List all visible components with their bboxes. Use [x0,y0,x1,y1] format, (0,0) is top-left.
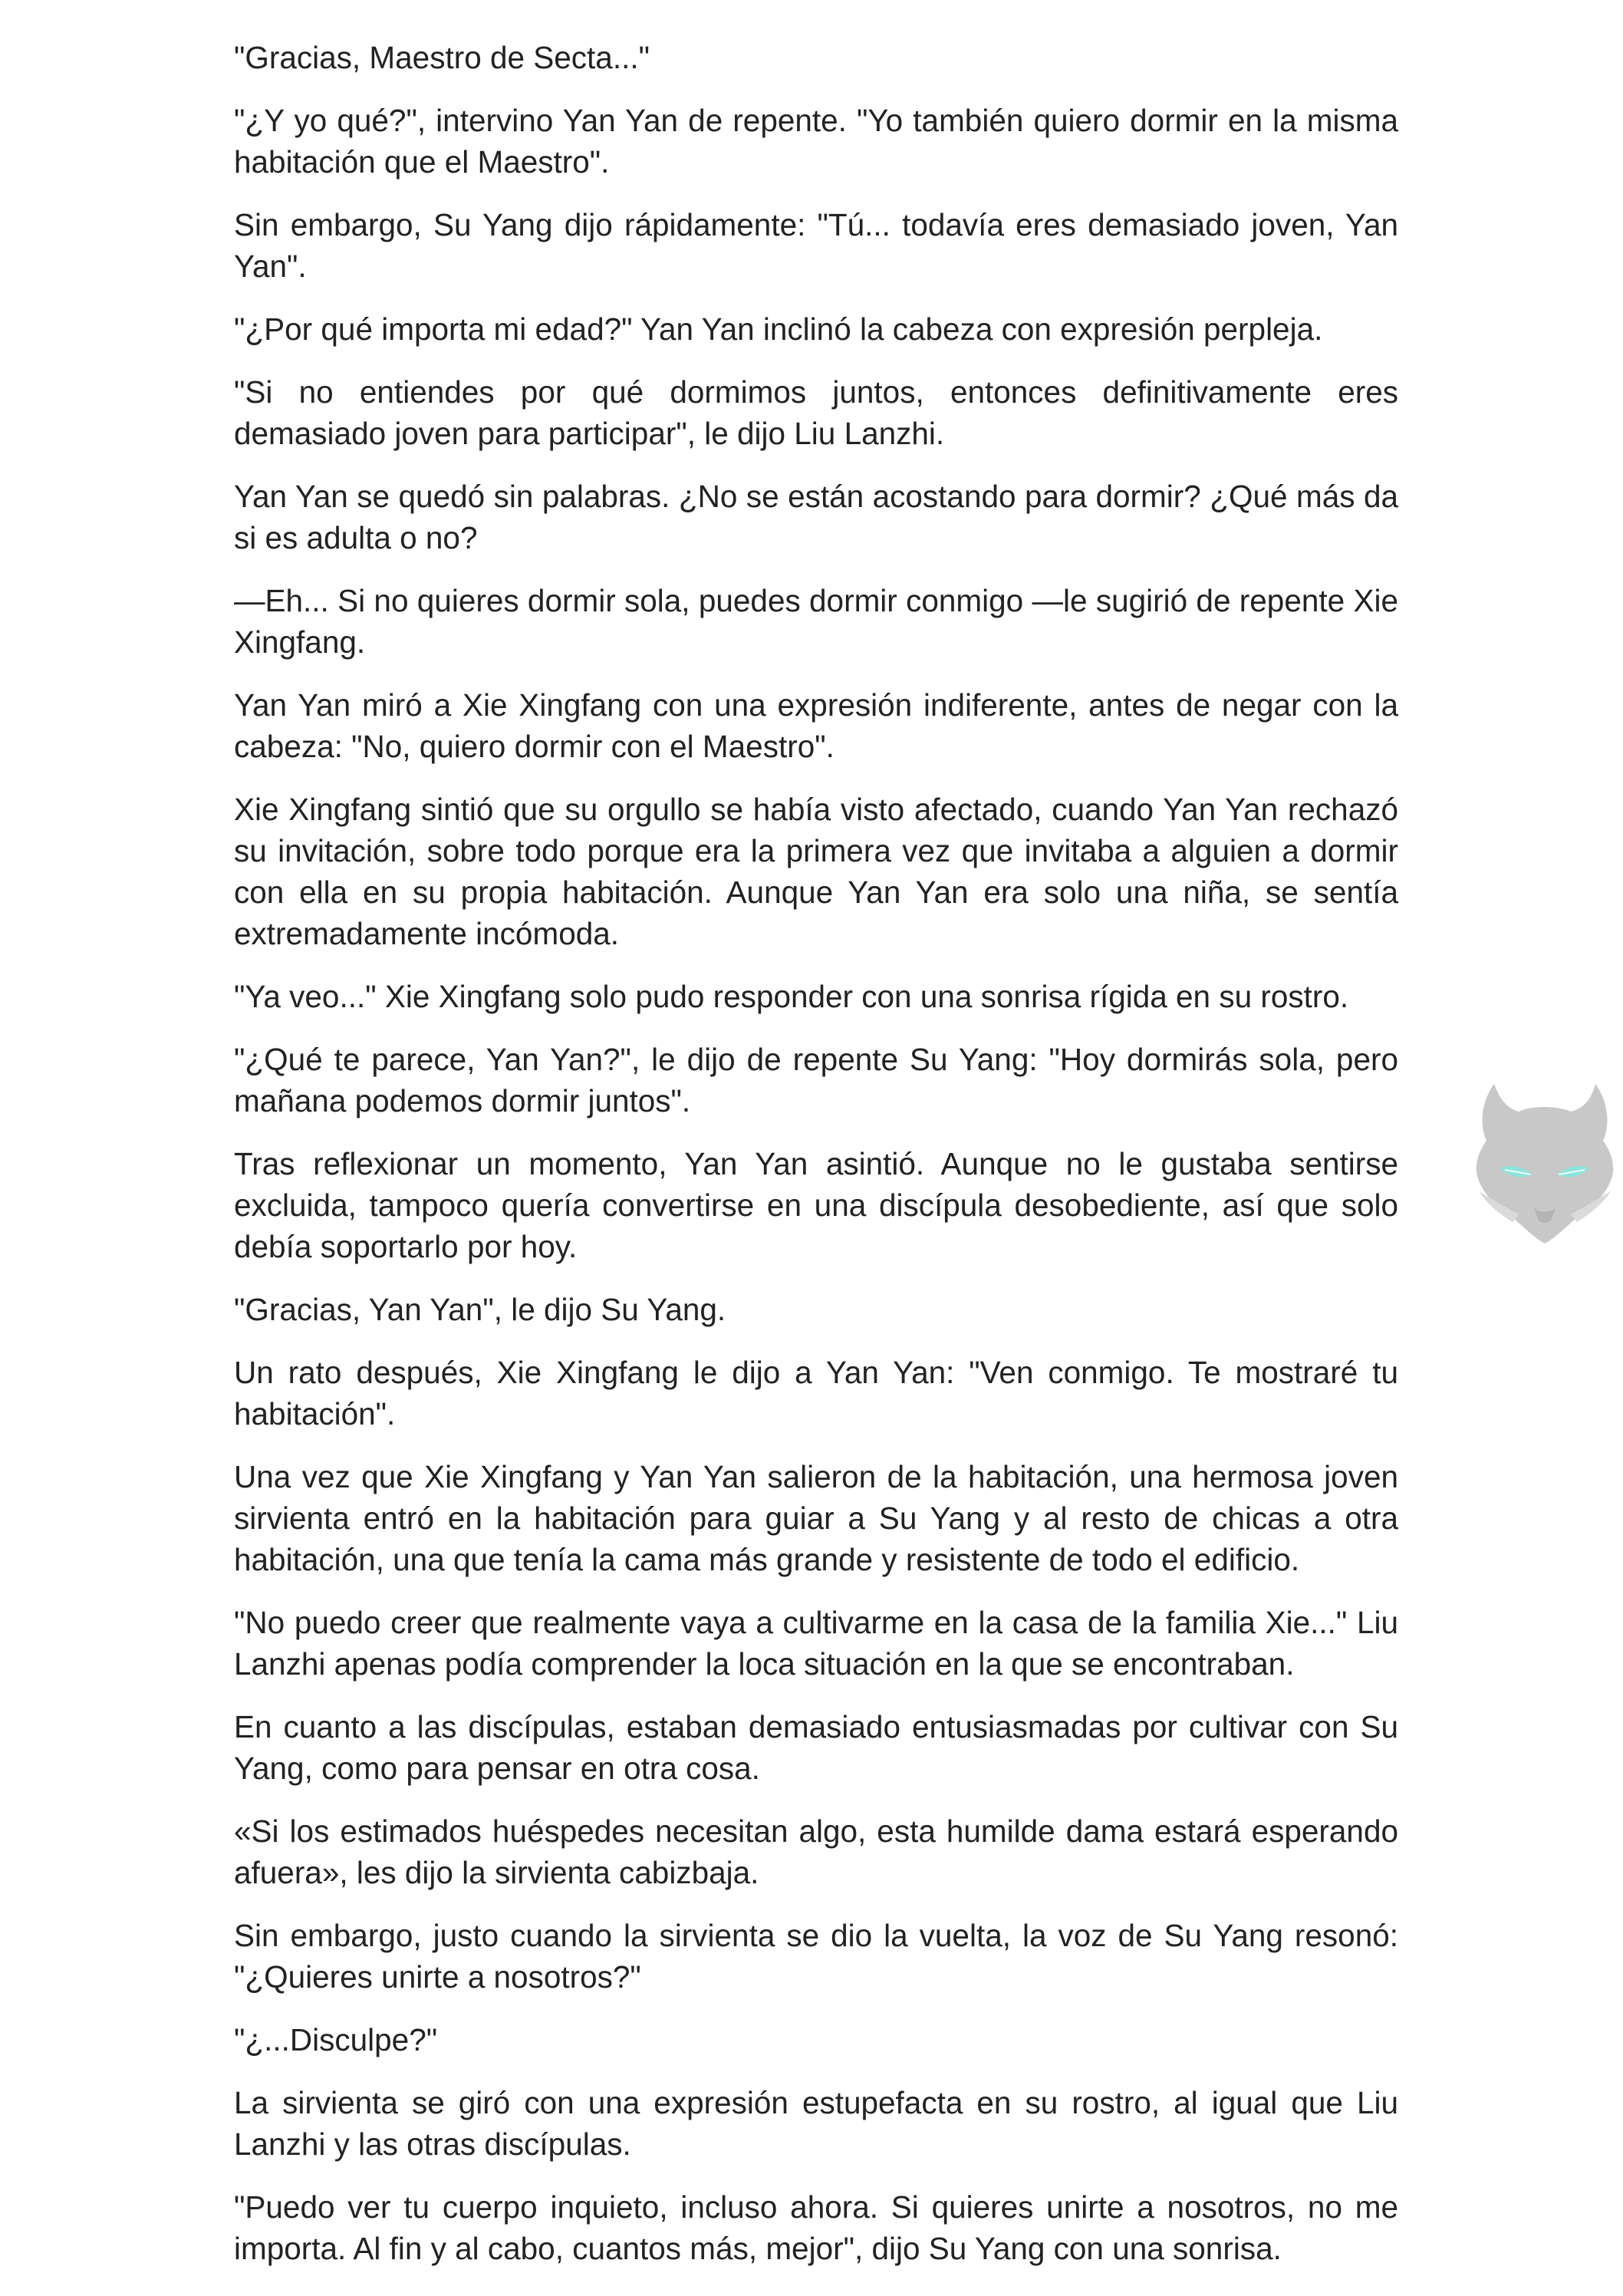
paragraph: "Gracias, Yan Yan", le dijo Su Yang. [234,1292,726,1327]
paragraph: La sirvienta se giró con una expresión estupefacta en su rostro, al igual que Liu Lanzhi y las otras discípulas. [234,2085,1398,2162]
paragraph: —Eh... Si no quieres dormir sola, puedes dormir conmigo —le sugirió de repente Xie Xingfang. [234,583,1398,660]
paragraph: "Puedo ver tu cuerpo inquieto, incluso ahora. Si quieres unirte a nosotros, no me importa. Al fin y al cabo, cuantos más, mejor", dijo Su Yang con una sonrisa. [234,2189,1398,2266]
paragraph: Un rato después, Xie Xingfang le dijo a Yan Yan: "Ven conmigo. Te mostraré tu habitación". [234,1355,1398,1431]
paragraph: Una vez que Xie Xingfang y Yan Yan salieron de la habitación, una hermosa joven sirvienta entró en la habitación para guiar a Su Yang y al resto de chicas a otra habitación, una que tenía la cama más grande y resistente de todo el edificio. [234,1459,1398,1577]
document-body [234,37,1398,2291]
paragraph: "Si no entiendes por qué dormimos juntos, entonces definitivamente eres demasiado joven para participar", le dijo Liu Lanzhi. [234,374,1398,451]
paragraph: En cuanto a las discípulas, estaban demasiado entusiasmadas por cultivar con Su Yang, como para pensar en otra cosa. [234,1709,1398,1786]
paragraph: "No puedo creer que realmente vaya a cultivarme en la casa de la familia Xie..." Liu Lanzhi apenas podía comprender la loca situación en la que se encontraban. [234,1605,1398,1682]
demon-head-logo-icon [1471,1078,1618,1245]
paragraph: "Gracias, Maestro de Secta..." [234,40,650,75]
paragraph: Tras reflexionar un momento, Yan Yan asintió. Aunque no le gustaba sentirse excluida, tampoco quería convertirse en una discípula desobediente, así que solo debía soportarlo por hoy. [234,1146,1398,1264]
paragraph: Sin embargo, justo cuando la sirvienta se dio la vuelta, la voz de Su Yang resonó: "¿Quieres unirte a nosotros?" [234,1918,1398,1995]
paragraph: "¿Qué te parece, Yan Yan?", le dijo de repente Su Yang: "Hoy dormirás sola, pero mañana podemos dormir juntos". [234,1042,1398,1118]
paragraph: "¿Por qué importa mi edad?" Yan Yan inclinó la cabeza con expresión perpleja. [234,311,1323,347]
paragraph: Sin embargo, Su Yang dijo rápidamente: "Tú... todavía eres demasiado joven, Yan Yan". [234,207,1398,284]
paragraph: «Si los estimados huéspedes necesitan algo, esta humilde dama estará esperando afuera», les dijo la sirvienta cabizbaja. [234,1813,1398,1890]
paragraph: "¿...Disculpe?" [234,2022,438,2057]
paragraph: Yan Yan se quedó sin palabras. ¿No se están acostando para dormir? ¿Qué más da si es adulta o no? [234,479,1398,555]
paragraph: Yan Yan miró a Xie Xingfang con una expresión indiferente, antes de negar con la cabeza: "No, quiero dormir con el Maestro". [234,687,1398,764]
paragraph: "¿Y yo qué?", intervino Yan Yan de repente. "Yo también quiero dormir en la misma habitación que el Maestro". [234,103,1398,180]
paragraph: Xie Xingfang sintió que su orgullo se había visto afectado, cuando Yan Yan rechazó su invitación, sobre todo porque era la primera vez que invitaba a alguien a dormir con ella en su propia habitación. Aunque Yan Yan era solo una niña, se sentía extremadamente incómoda. [234,792,1398,951]
paragraph: "Ya veo..." Xie Xingfang solo pudo responder con una sonrisa rígida en su rostro. [234,979,1349,1014]
